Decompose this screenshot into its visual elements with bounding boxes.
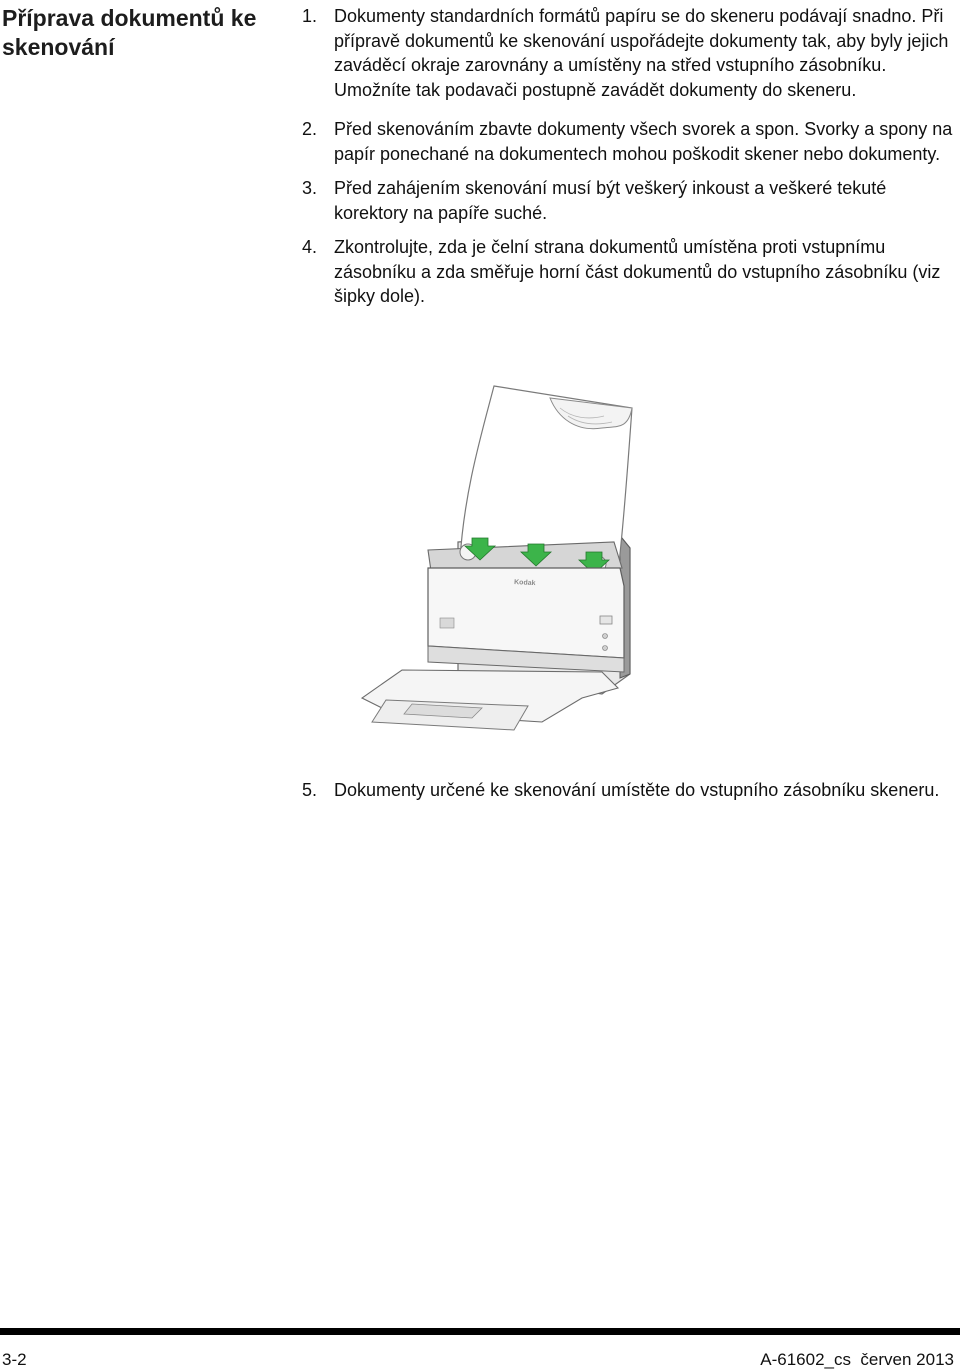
scanner-illustration [332, 372, 662, 750]
brand-label: Kodak [513, 579, 536, 588]
step-item-body [302, 778, 957, 803]
step-text: Před skenováním zbavte dokumenty všech svorek a spon. Svorky a spony na papír ponechané na dokumentech mohou poškodit skener nebo dokumenty. [334, 119, 953, 164]
step-number: 4. [302, 237, 318, 257]
step-number: 1. [302, 6, 318, 26]
steps-list [302, 4, 957, 309]
scan-button [603, 646, 608, 651]
footer-rule [0, 1328, 960, 1335]
status-indicator [600, 616, 612, 624]
step-number: 5. [302, 780, 318, 800]
step-item [302, 4, 957, 102]
document-info: A-61602_cs červen 2013 [760, 1350, 954, 1369]
step-text: Dokumenty určené ke skenování umístěte do vstupního zásobníku skeneru. [334, 780, 940, 800]
step-number: 2. [302, 119, 318, 139]
side-label [440, 618, 454, 628]
step-number: 3. [302, 178, 318, 198]
page-number: 3-2 [2, 1350, 27, 1369]
step-item [302, 778, 957, 803]
step-item [302, 235, 957, 309]
step-text: Před zahájením skenování musí být veškerý inkoust a veškeré tekuté korektory na papíře suché. [334, 178, 887, 223]
section-title: Příprava dokumentů ke skenování [2, 5, 257, 60]
step-item [302, 176, 957, 225]
step-text: Dokumenty standardních formátů papíru se do skeneru podávají snadno. Při přípravě dokumentů ke skenování uspořádejte dokumenty tak, aby byly jejich zaváděcí okraje zarovnány a umístěny na střed vstupního zásobníku. Umožníte tak podavači postupně zavádět dokumenty do skeneru. [334, 6, 949, 100]
power-button [603, 634, 608, 639]
step-text: Zkontrolujte, zda je čelní strana dokumentů umístěna proti vstupnímu zásobníku a zda směřuje horní část dokumentů do vstupního zásobníku (viz šipky dole). [334, 237, 941, 306]
step-item [302, 117, 957, 166]
